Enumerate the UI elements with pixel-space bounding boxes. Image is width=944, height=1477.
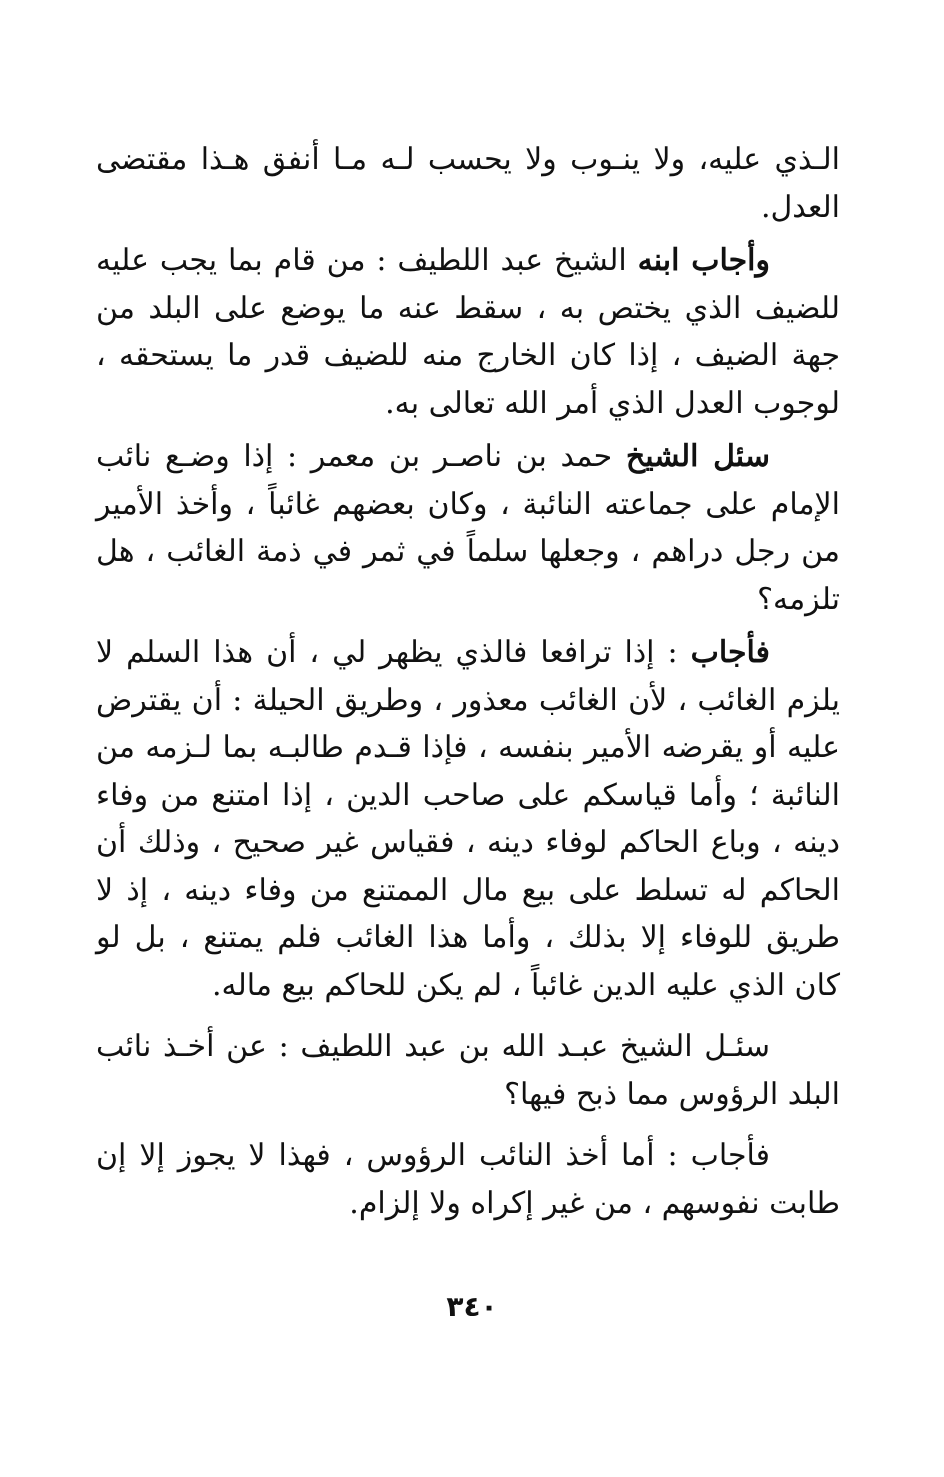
paragraph-lead: وأجاب ابنه: [637, 243, 771, 278]
paragraph-text: فأجاب : أما أخذ النائب الرؤوس ، فهذا لا يجوز إلا إن طابت نفوسهم ، من غير إكراه ولا إلزام.: [96, 1138, 840, 1221]
paragraph-question-abdullah: [96, 1023, 840, 1118]
paragraph-text: سئـل الشيخ عبـد الله بن عبد اللطيف : عن أخـذ نائب البلد الرؤوس مما ذبح فيها؟: [96, 1029, 840, 1112]
page-body: [96, 136, 840, 1227]
paragraph-text: : إذا ترافعا فالذي يظهر لي ، أن هذا السلم لا يلزم الغائب ، لأن الغائب معذور ، وطريق الحيلة : أن يقترض عليه أو يقرضه الأمير بنفسه ، فإذا قـدم طالبـه بما لـزمه من النائبة ؛ وأما قياسكم على صاحب الدين ، إذا امتنع من وفاء دينه ، وباع الحاكم لوفاء دينه ، فقياس غير صحيح ، وذلك أن الحاكم له تسلط على بيع مال الممتنع من وفاء دينه ، إذ لا طريق للوفاء إلا بذلك ، وأما هذا الغائب فلم يمتنع ، بل لو كان الذي عليه الدين غائباً ، لم يكن للحاكم بيع ماله.: [96, 635, 840, 1003]
paragraph-text: الشيخ عبد اللطيف : من قام بما يجب عليه للضيف الذي يختص به ، سقط عنه ما يوضع على البلد من جهة الضيف ، إذا كان الخارج منه للضيف قدر ما يستحقه ، لوجوب العدل الذي أمر الله تعالى به.: [96, 243, 840, 421]
paragraph-continuation: [96, 136, 840, 231]
paragraph-text: الـذي عليه، ولا ينـوب ولا يحسب لـه مـا أنفق هـذا مقتضى العدل.: [96, 142, 840, 225]
paragraph-lead: سئل الشيخ: [625, 439, 770, 474]
paragraph-answer-hamad: [96, 629, 840, 1009]
paragraph-lead: فأجاب: [690, 635, 770, 670]
paragraph-question-hamad: [96, 433, 840, 623]
paragraph-text: حمد بن ناصـر بن معمر : إذا وضـع نائب الإمام على جماعته النائبة ، وكان بعضهم غائباً ، وأخذ الأمير من رجل دراهم ، وجعلها سلماً في ثمر في ذمة الغائب ، هل تلزمه؟: [96, 439, 840, 617]
page-number: ٣٤٠: [446, 1290, 498, 1323]
paragraph-answer-abdullah: [96, 1132, 840, 1227]
paragraph-answer-abdullatif: [96, 237, 840, 427]
